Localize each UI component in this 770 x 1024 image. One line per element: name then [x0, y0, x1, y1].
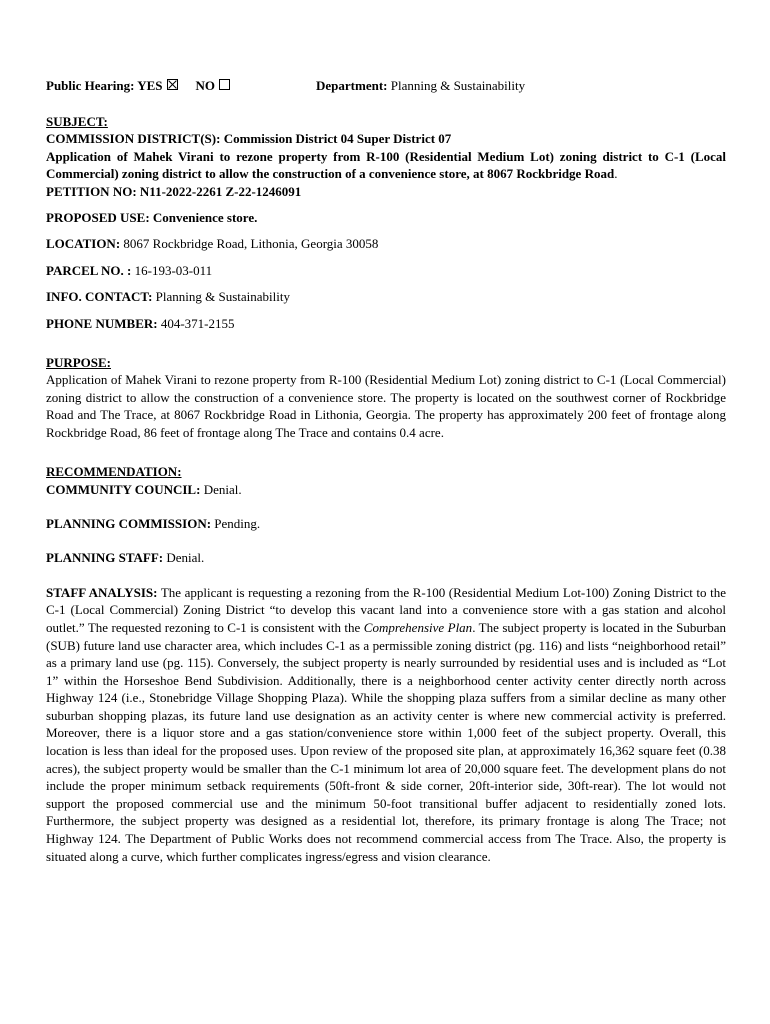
staff-analysis [46, 584, 726, 866]
application-text [46, 148, 726, 183]
application-period: . [614, 166, 618, 182]
commission-label: PLANNING COMMISSION: [46, 515, 212, 531]
department-label: Department: [316, 78, 388, 93]
planning-commission [46, 515, 726, 532]
public-hearing-label: Public Hearing: [46, 78, 135, 93]
department [316, 77, 525, 94]
purpose-text: Application of Mahek Virani to rezone property from R-100 (Residential Medium Lot) zoning district to C-1 (Local Commercial) zoning district to allow the construction of a convenience store. The property is located on the southwest corner of Rockbridge Road and The Trace, at 8067 Rockbridge Road in Lithonia, Georgia. The property has approximately 200 feet of frontage along Rockbridge Road, 86 feet of frontage along The Trace and contains 0.4 acre. [46, 372, 726, 440]
info-contact [46, 288, 726, 305]
planning-staff [46, 549, 726, 566]
department-value: Planning & Sustainability [390, 78, 526, 93]
petition-number: PETITION NO: N11-2022-2261 Z-22-1246091 [46, 183, 302, 199]
public-hearing [46, 77, 248, 94]
phone-value: 404-371-2155 [160, 315, 235, 331]
staff-analysis-label: STAFF ANALYSIS: [46, 584, 158, 600]
phone-label: PHONE NUMBER: [46, 315, 158, 331]
council-label: COMMUNITY COUNCIL: [46, 481, 201, 497]
parcel-value: 16-193-03-011 [134, 262, 213, 278]
comprehensive-plan-italic: Comprehensive Plan [363, 619, 473, 635]
purpose-heading: PURPOSE: [46, 355, 111, 371]
header-row [46, 74, 726, 94]
location-value: 8067 Rockbridge Road, Lithonia, Georgia 30058 [123, 236, 379, 252]
subject-section [46, 113, 726, 200]
yes-label: YES [137, 78, 163, 93]
community-council [46, 481, 726, 498]
purpose-section [46, 354, 726, 441]
application-body: Application of Mahek Virani to rezone property from R-100 (Residential Medium Lot) zoning district to C-1 (Local Commercial) zoning district to allow the construction of a convenience store, at 8067 Rockbridge Road [46, 148, 726, 182]
recommendation-section [46, 463, 726, 567]
yes-checkbox-checked-icon [167, 79, 178, 90]
contact-label: INFO. CONTACT: [46, 289, 153, 305]
parcel-label: PARCEL NO. : [46, 262, 132, 278]
phone-number [46, 315, 726, 332]
no-label: NO [195, 78, 216, 93]
staff-analysis-text-2: . The subject property is located in the Suburban (SUB) future land use character area, which includes C-1 as a permissible zoning district (pg. 116) and lists “neighborhood retail” as a primary land use (pg. 115). Conversely, the subject property is nearly surrounded by residential uses and is included as “Lot 1” within the Horseshoe Bend Subdivision. Additionally, there is a neighborhood center activity center directly north across Highway 124 (i.e., Stonebridge Village Shopping Plaza). While the shopping plaza suffers from a similar decline as many other suburban shopping plazas, its future land use designation as an activity center is where new commercial activity is preferred. Moreover, there is a liquor store and a gas station/convenience store within 1,000 feet of the subject property. Overall, this location is less than ideal for the proposed uses. Upon review of the proposed site plan, at approximately 16,362 square feet (0.38 acres), the subject property would be smaller than the C-1 minimum lot area of 20,000 square feet. The development plans do not include the proper minimum setback requirements (50ft-front & side corner, 20ft-interior side, 30ft-rear). The lot would not support the proposed commercial use and the minimum 50-foot transitional buffer adjacent to residentially zoned lots. Furthermore, the subject property was designed as a residential lot, therefore, its primary frontage is along The Trace; not Highway 124. The Department of Public Works does not recommend commercial access from The Trace. Also, the property is situated along a curve, which further complicates ingress/egress and vision clearance. [46, 619, 726, 864]
staff-value: Denial. [166, 550, 205, 566]
council-value: Denial. [203, 481, 242, 497]
no-checkbox-unchecked-icon [219, 79, 230, 90]
document-page [46, 74, 726, 865]
proposed-use: PROPOSED USE: Convenience store. [46, 210, 258, 226]
staff-analysis-text-1: The applicant is requesting a rezoning from the R-100 (Residential Medium Lot-100) Zoning District to the C-1 (Local Commercial) Zoning District “to develop this vacant land into a convenience store with a gas station and alcohol outlet.” The requested rezoning to C-1 is consistent with the [46, 584, 727, 635]
commission-district: COMMISSION DISTRICT(S): Commission District 04 Super District 07 [46, 131, 452, 147]
staff-label: PLANNING STAFF: [46, 550, 164, 566]
subject-heading: SUBJECT: [46, 114, 108, 129]
contact-value: Planning & Sustainability [155, 289, 290, 305]
parcel [46, 262, 726, 279]
recommendation-heading: RECOMMENDATION: [46, 464, 182, 480]
commission-value: Pending. [214, 515, 261, 531]
location-label: LOCATION: [46, 236, 121, 252]
location [46, 235, 726, 252]
